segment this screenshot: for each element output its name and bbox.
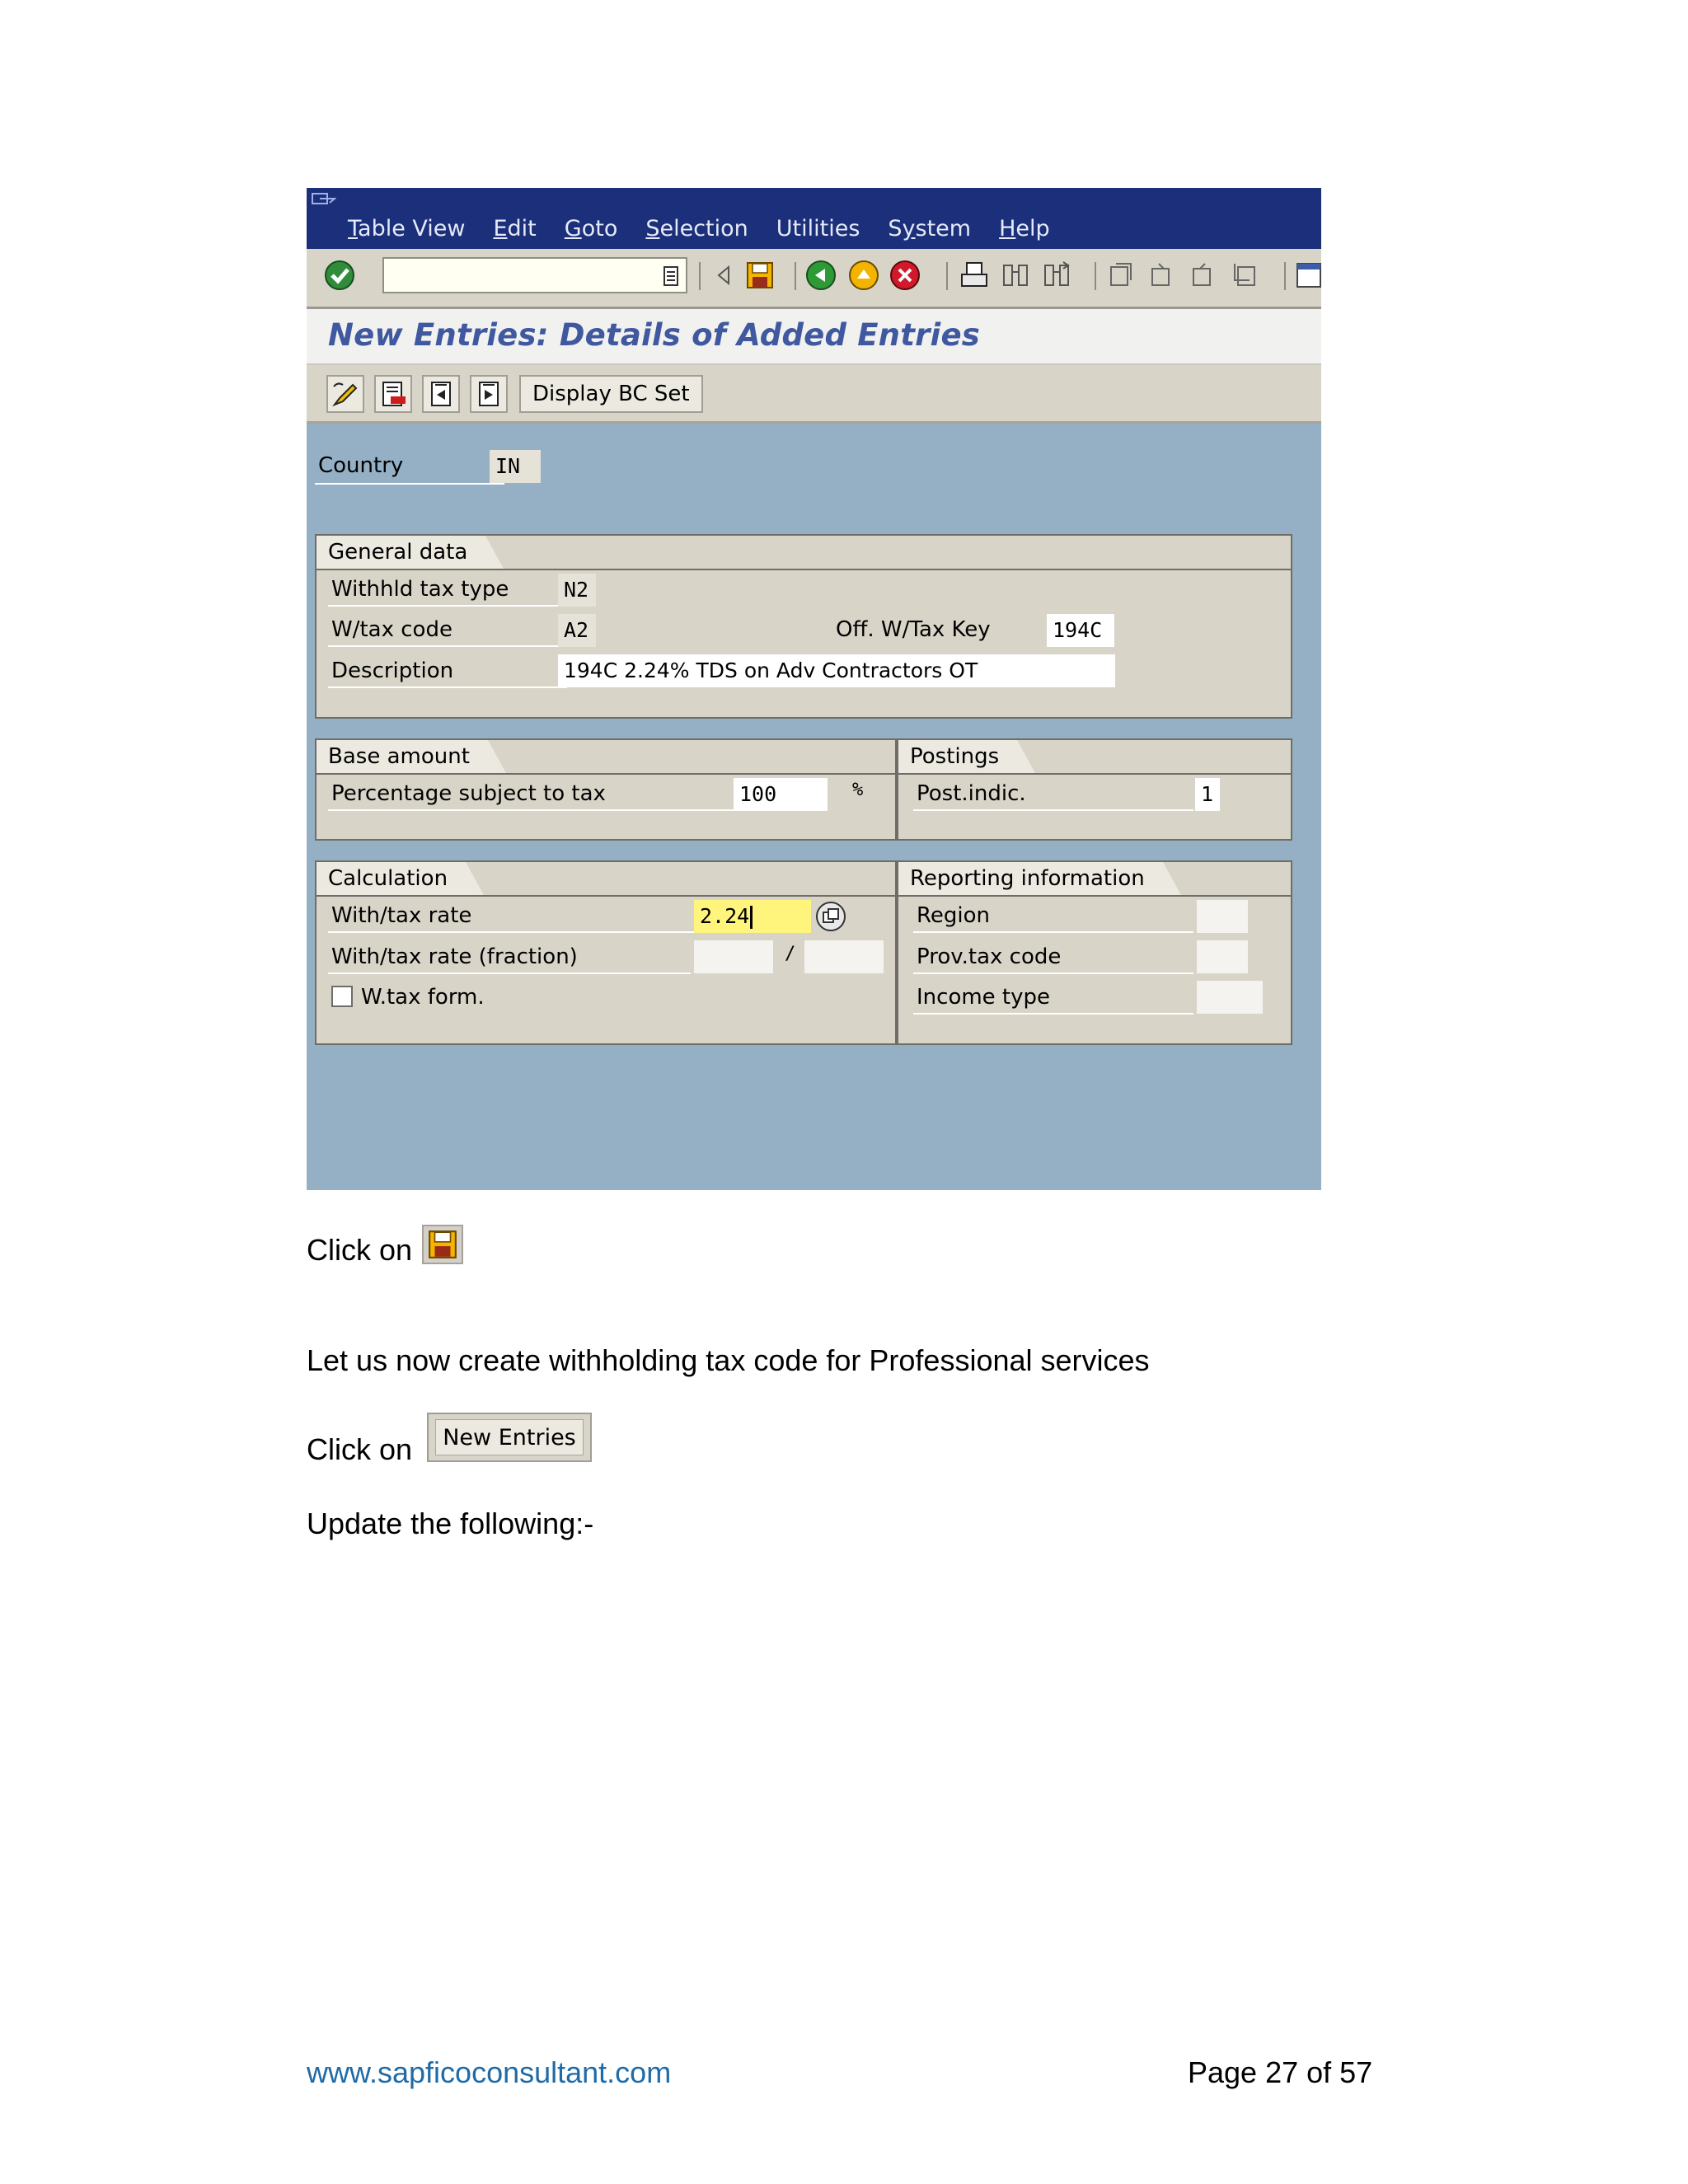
delete-button[interactable] <box>374 375 412 413</box>
menu-goto[interactable]: Goto <box>564 216 618 241</box>
prov-tax-code-field[interactable] <box>1197 940 1248 973</box>
prov-tax-code-label: Prov.tax code <box>917 944 1062 969</box>
delete-icon <box>379 380 407 408</box>
print-icon[interactable] <box>958 259 991 292</box>
country-field[interactable]: IN <box>490 450 541 483</box>
general-data-group <box>315 534 1292 719</box>
back-arrow-icon[interactable] <box>707 259 740 292</box>
page-title: New Entries: Details of Added Entries <box>328 317 980 353</box>
cancel-icon[interactable] <box>889 259 921 292</box>
find-next-icon[interactable] <box>1040 259 1073 292</box>
base-amount-group <box>315 738 897 841</box>
fraction-separator: / <box>785 944 796 964</box>
back-icon[interactable] <box>804 259 837 292</box>
footer-page-number: Page 27 of 57 <box>1188 2055 1373 2089</box>
previous-page-icon[interactable] <box>1146 259 1179 292</box>
new-entries-button-image <box>427 1413 592 1462</box>
first-page-icon[interactable] <box>1104 259 1137 292</box>
region-label: Region <box>917 903 991 928</box>
calculation-group <box>315 860 897 1045</box>
menu-help[interactable]: Help <box>999 216 1050 241</box>
percent-unit: % <box>852 780 864 800</box>
inline-save-icon <box>422 1225 463 1264</box>
find-icon[interactable] <box>999 259 1032 292</box>
menu-utilities[interactable]: Utilities <box>776 216 860 241</box>
click-on-new-entries-text: Click on <box>307 1432 413 1466</box>
exit-icon[interactable] <box>847 259 880 292</box>
menu-items <box>348 216 1078 241</box>
new-entries-label: New Entries <box>435 1419 584 1455</box>
application-toolbar <box>307 365 1321 424</box>
footer-website-link[interactable]: www.sapficoconsultant.com <box>307 2055 672 2089</box>
percentage-subject-label: Percentage subject to tax <box>331 781 606 806</box>
off-wtax-key-field[interactable]: 194C <box>1047 614 1114 647</box>
calculation-title: Calculation <box>316 862 466 895</box>
wtax-rate-fraction-label: With/tax rate (fraction) <box>331 944 578 969</box>
wtax-code-label: W/tax code <box>331 617 452 642</box>
next-page-icon[interactable] <box>1187 259 1220 292</box>
system-menu-icon[interactable] <box>312 193 336 208</box>
postings-title: Postings <box>898 740 1017 773</box>
description-field[interactable]: 194C 2.24% TDS on Adv Contractors OT <box>558 654 1115 687</box>
history-list-icon[interactable] <box>663 265 679 287</box>
next-entry-button[interactable] <box>470 375 508 413</box>
menu-bar <box>307 188 1321 249</box>
base-amount-title: Base amount <box>316 740 488 773</box>
wtax-rate-numerator-field[interactable] <box>694 940 773 973</box>
reporting-information-title: Reporting information <box>898 862 1163 895</box>
post-indic-field[interactable]: 1 <box>1195 778 1220 811</box>
enter-icon[interactable] <box>323 259 356 292</box>
search-help-icon <box>814 900 847 933</box>
save-icon[interactable] <box>743 259 776 292</box>
sap-window <box>307 188 1321 1190</box>
postings-group <box>897 738 1292 841</box>
title-bar <box>307 309 1321 365</box>
click-on-save-text: Click on <box>307 1233 413 1267</box>
display-change-button[interactable] <box>326 375 364 413</box>
display-bc-set-button[interactable]: Display BC Set <box>519 375 703 413</box>
percentage-subject-field[interactable]: 100 <box>734 778 828 811</box>
reporting-information-group <box>897 860 1292 1045</box>
income-type-field[interactable] <box>1197 981 1263 1014</box>
wtax-rate-label: With/tax rate <box>331 903 472 928</box>
country-label: Country <box>318 453 404 478</box>
menu-table-view[interactable]: Table View <box>348 216 466 241</box>
standard-toolbar <box>307 249 1321 309</box>
income-type-label: Income type <box>917 985 1051 1010</box>
search-help-button[interactable] <box>814 900 847 933</box>
post-indic-label: Post.indic. <box>917 781 1026 806</box>
menu-edit[interactable]: Edit <box>493 216 537 241</box>
general-data-title: General data <box>316 536 485 569</box>
next-entry-icon <box>475 380 503 408</box>
wtax-code-field[interactable]: A2 <box>558 614 596 647</box>
display-change-icon <box>331 380 359 408</box>
create-session-icon[interactable] <box>1292 259 1321 292</box>
menu-system[interactable]: System <box>888 216 972 241</box>
update-text: Update the following:- <box>307 1507 594 1540</box>
previous-entry-icon <box>427 380 455 408</box>
wtax-rate-value: 2.24 <box>700 904 750 928</box>
wtax-rate-denominator-field[interactable] <box>804 940 884 973</box>
withhld-tax-type-label: Withhld tax type <box>331 577 509 602</box>
intro-text: Let us now create withholding tax code for Professional services <box>307 1343 1150 1377</box>
off-wtax-key-label: Off. W/Tax Key <box>836 617 991 642</box>
wtax-form-label: W.tax form. <box>361 985 485 1010</box>
description-label: Description <box>331 658 454 683</box>
previous-entry-button[interactable] <box>422 375 460 413</box>
withhld-tax-type-field[interactable]: N2 <box>558 574 596 607</box>
region-field[interactable] <box>1197 900 1248 933</box>
wtax-rate-field[interactable] <box>694 900 811 933</box>
command-field[interactable] <box>382 257 687 293</box>
menu-selection[interactable]: Selection <box>645 216 748 241</box>
wtax-form-checkbox[interactable] <box>331 986 353 1007</box>
command-input[interactable] <box>389 264 648 288</box>
last-page-icon[interactable] <box>1228 259 1261 292</box>
